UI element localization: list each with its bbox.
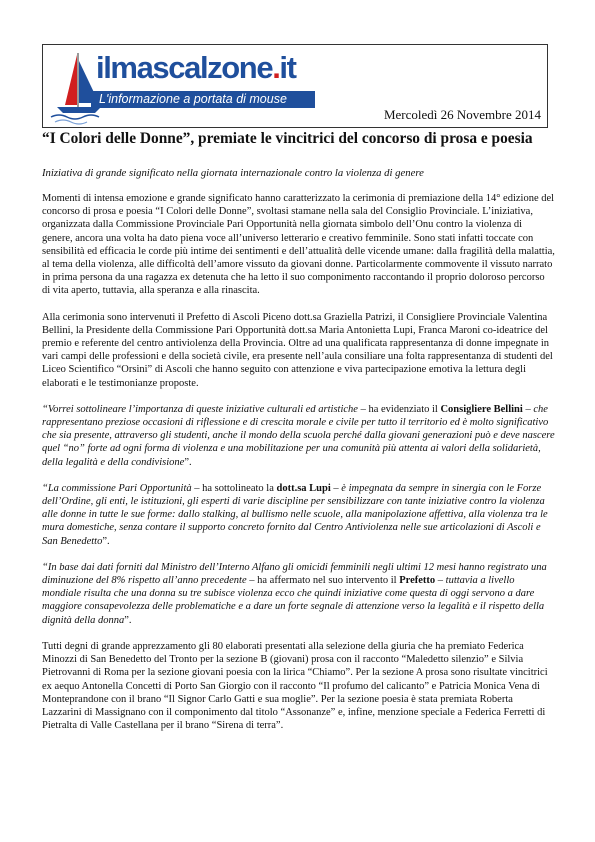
- quote-text: – tuttavia a livello mondiale risulta che una donna su tre subisce violenza ecco che quindi iniziative come questa di oggi servono a dare maggiore consapevolezza delle problematiche e a dare un forte segnale di attenzione verso la legalità e il rispetto della dignità della donna: [42, 575, 545, 626]
- paragraph-quote-prefetto: [42, 561, 555, 627]
- publication-date: Mercoledì 26 Novembre 2014: [383, 107, 541, 122]
- attribution-text: – ha sottolineato la: [191, 482, 277, 494]
- speaker-name: Consigliere Bellini: [440, 403, 523, 415]
- quote-text: – che rappresentano preziose occasioni di riflessione e di crescita morale e civile per tutto il territorio ed è molto significativo che sia presente, attraverso gli studenti, anche il mondo della scuola perché dalla giovani generazioni può e deve nascere quel “no” forte ad ogni forma di violenza e una mobilitazione per una comunità più attenta ai valori della solidarietà, della legalità e della condivisione: [42, 403, 555, 468]
- paragraph-quote-bellini: [42, 403, 555, 469]
- speaker-name: Prefetto: [399, 575, 436, 587]
- paragraph-attendees: Alla cerimonia sono intervenuti il Prefetto di Ascoli Piceno dott.sa Graziella Patrizi, il Consigliere Provinciale Valentina Bellini, la Presidente della Commissione Pari Opportunità dott.sa Maria Antonietta Lupi, Franca Maroni co-ideatrice del premio e referente del centro antiviolenza della Provincia. Oltre ad una qualificata rappresentanza di donne impegnate in vari campi delle professioni e della società civile, era presente nell’aula consiliare una folta rappresentanza di studenti del Liceo Scientifico “Orsini” di Ascoli che hanno seguito con attenzione e viva partecipazione emotiva la lettura degli elaborati e le testimonianze proposte.: [42, 311, 553, 389]
- quote-text: “La commissione Pari Opportunità: [42, 482, 192, 494]
- closing-quote: ”.: [124, 614, 132, 626]
- closing-quote: ”.: [102, 535, 110, 547]
- article-subtitle: Iniziativa di grande significato nella giornata internazionale contro la violenza di genere: [42, 167, 424, 179]
- quote-text: “In base dai dati forniti dal Ministro dell’Interno Alfano gli omicidi femminili negli ultimi 12 mesi hanno registrato una diminuzione del 8% rispetto all’anno precedente: [42, 561, 547, 587]
- article-body: [42, 192, 555, 745]
- attribution-text: – ha evidenziato il: [357, 403, 441, 415]
- article-title: “I Colori delle Donne”, premiate le vincitrici del concorso di prosa e poesia: [42, 130, 533, 147]
- site-tagline: L'informazione a portata di mouse: [99, 92, 287, 106]
- paragraph-ceremony: Momenti di intensa emozione e grande significato hanno caratterizzato la cerimonia di premiazione della 14° edizione del concorso di prosa e poesia “I Colori delle Donne”, svoltasi stamane nella sala del Consiglio Provinciale. L’iniziativa, organizzata dalla Commissione Provinciale Pari Opportunità nella giornata simbolo dell’Onu contro la violenza di genere, ancora una volta ha dato piena voce all’universo letterario e creativo femminile. Sono stati infatti toccate con sensibilità ed efficacia le corde più intime dei sentimenti e dell’attualità delle vicende umane: dalla fragilità della malattia, al tema della violenza, alle difficoltà dell’amore vissuto da giovani donne. Particolarmente commovente il vissuto narrato in prima persona da una ragazza ex detenuta che ha letto il suo componimento raccontando il proprio doloroso percorso di vita aperto, tuttavia, alla speranza e alla rinascita.: [42, 193, 555, 297]
- quote-text: “Vorrei sottolineare l’importanza di queste iniziative culturali ed artistiche: [42, 403, 358, 415]
- quote-text: – è impegnata da sempre in sinergia con le Forze dell’Ordine, gli enti, le istituzioni, gli esperti di varie discipline per sensibilizzare con tante iniziative contro la violenza alle donne in tutte le sue forme: dallo stalking, al bullismo nelle scuole, alla manipolazione affettiva, alla violenza tra le mura domestiche, senza contare il supporto concreto fornito dal Centro Antiviolenza nelle sue articolazioni di Ascoli e San Benedetto: [42, 482, 548, 547]
- closing-quote: ”.: [184, 456, 192, 468]
- newspaper-header: [42, 44, 548, 128]
- paragraph-quote-lupi: [42, 482, 555, 548]
- speaker-name: dott.sa Lupi: [276, 482, 331, 494]
- paragraph-winners: Tutti degni di grande apprezzamento gli 80 elaborati presentati alla selezione della giuria che ha premiato Federica Minozzi di San Benedetto del Tronto per la sezione B (giovani) prosa con il racconto “Maledetto silenzio” e Silvia Pietrovanni di Roma per la sezione giovani poesia con la lirica “Chiamo”. Per la sezione A prosa sono risultate vincitrici ex aequo Antonella Concetti di Porto San Giorgio con il racconto “Il profumo del calicanto” e Patricia Monica Vena di Monteprandone con il brano “Il Signor Carlo Gatti e sua moglie”. Per la sezione poesia è stata premiata Roberta Lazzarini di Massignano con il componimento dal titolo “Assonanze” e, infine, menzione speciale a Federica Ferretti di Pietralta di Valle Castellana per il brano “Sirena di terra”.: [42, 640, 548, 732]
- site-logo-text: ilmascalzone.it: [96, 50, 296, 85]
- attribution-text: – ha affermato nel suo intervento il: [246, 575, 400, 587]
